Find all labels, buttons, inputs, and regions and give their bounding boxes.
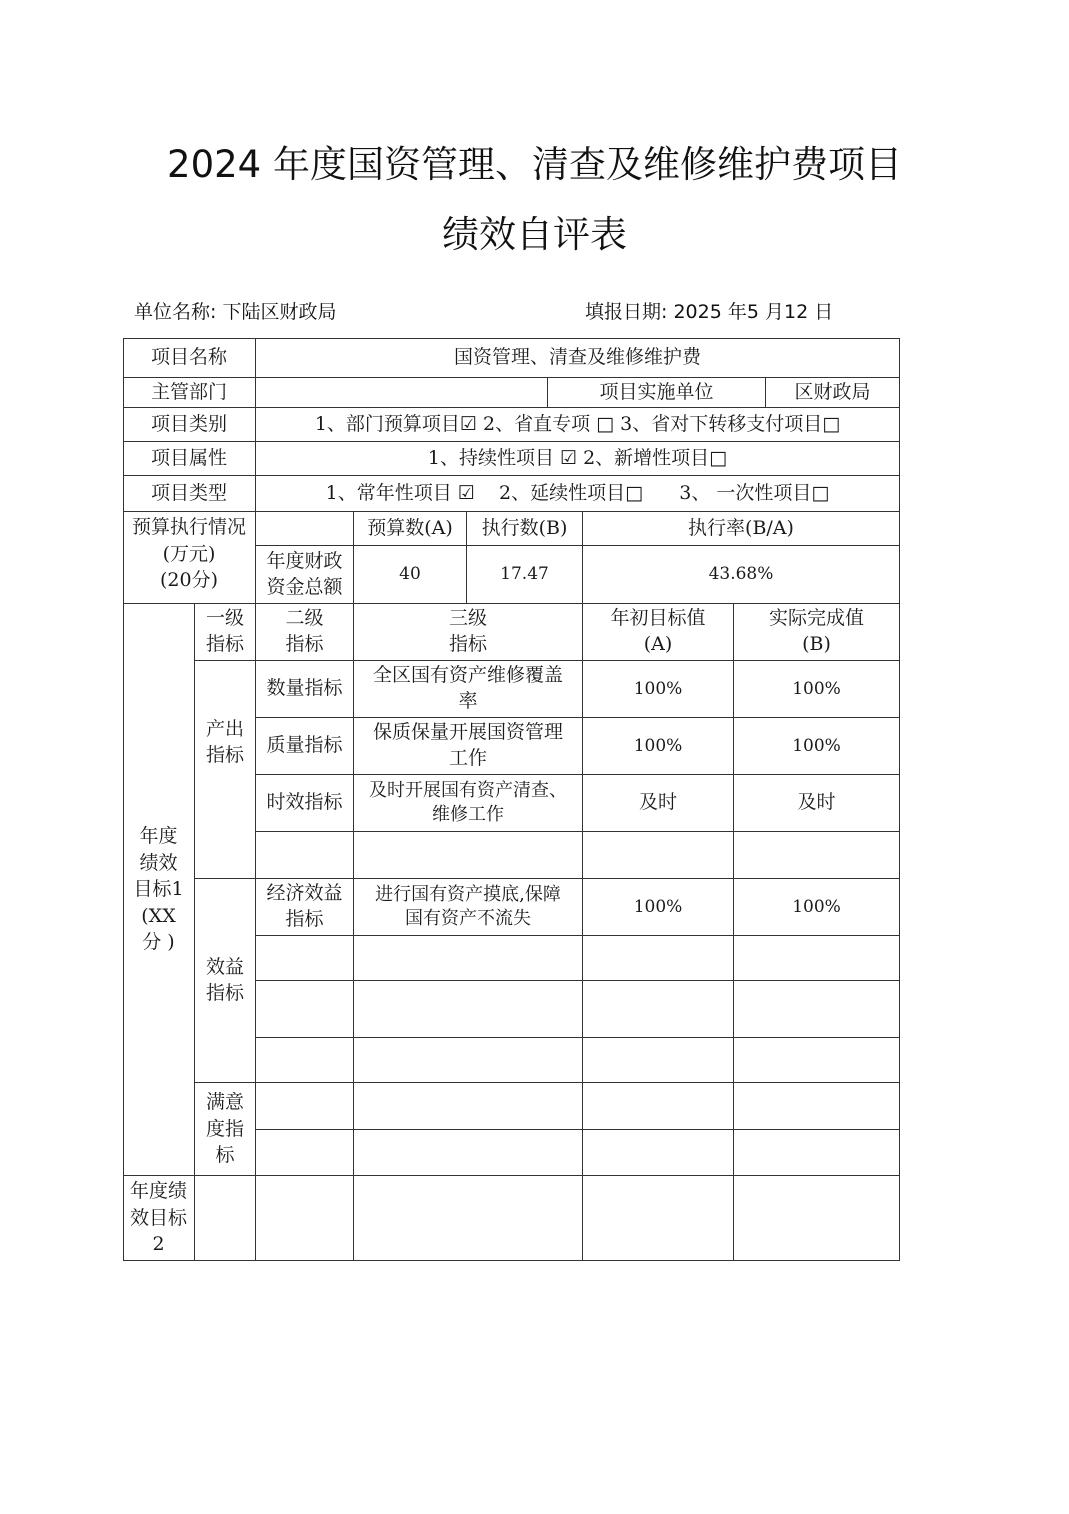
- empty-cell: [583, 1038, 734, 1083]
- category-label: 项目类别: [123, 408, 256, 442]
- page-subtitle: 绩效自评表: [442, 213, 627, 256]
- empty-cell: [583, 832, 734, 879]
- exec-value: 17.47: [467, 546, 583, 604]
- rate-value: 43.68%: [583, 546, 900, 604]
- budget-section-label: 预算执行情况 (万元) (20分): [123, 512, 256, 604]
- table-row-level3: 进行国有资产摸底,保障 国有资产不流失: [354, 879, 583, 936]
- table-row-level3: 保质保量开展国资管理 工作: [354, 718, 583, 775]
- empty-cell: [354, 936, 583, 981]
- empty-cell: [734, 1038, 900, 1083]
- project-name-label: 项目名称: [123, 338, 256, 378]
- header-actual: 实际完成值 (B): [734, 604, 900, 661]
- impl-unit-value: 区财政局: [766, 378, 900, 408]
- empty-cell: [583, 1083, 734, 1130]
- table-row-target: 100%: [583, 879, 734, 936]
- budget-row-label: 年度财政 资金总额: [256, 546, 354, 604]
- unit-name: [134, 297, 336, 324]
- table-row-level2: 时效指标: [256, 775, 354, 832]
- empty-cell: [256, 1083, 354, 1130]
- empty-cell: [256, 1176, 354, 1261]
- header-level3: 三级 指标: [354, 604, 583, 661]
- budget-header-exec: 执行数(B): [467, 512, 583, 546]
- empty-cell: [354, 1130, 583, 1176]
- empty-cell: [256, 1038, 354, 1083]
- table-row-target: 100%: [583, 718, 734, 775]
- empty-cell: [734, 1130, 900, 1176]
- satisfaction-indicator-label: 满意 度指 标: [195, 1083, 256, 1176]
- unit-name-value: 下陆区财政局: [222, 301, 337, 323]
- table-row-actual: 100%: [734, 661, 900, 718]
- goal1-label: 年度 绩效 目标1 (XX 分 ): [123, 604, 195, 1176]
- empty-cell: [354, 981, 583, 1038]
- empty-cell: [583, 936, 734, 981]
- unit-name-label: 单位名称:: [134, 301, 217, 323]
- attribute-label: 项目属性: [123, 442, 256, 476]
- budget-header-rate: 执行率(B/A): [583, 512, 900, 546]
- attribute-value: 1、持续性项目 ☑ 2、新增性项目□: [256, 442, 900, 476]
- empty-cell: [256, 936, 354, 981]
- empty-cell: [734, 936, 900, 981]
- table-row-level2: 质量指标: [256, 718, 354, 775]
- header-level1: 一级 指标: [195, 604, 256, 661]
- page-title: 2024 年度国资管理、清查及维修维护费项目: [167, 143, 902, 186]
- table-row-level2: 数量指标: [256, 661, 354, 718]
- type-value: 1、常年性项目 ☑ 2、延续性项目□ 3、 一次性项目□: [256, 476, 900, 512]
- empty-cell: [354, 1083, 583, 1130]
- empty-cell: [583, 981, 734, 1038]
- table-row-level3: 及时开展国有资产清查、 维修工作: [354, 775, 583, 832]
- table-row-level3: 全区国有资产维修覆盖 率: [354, 661, 583, 718]
- budget-value: 40: [354, 546, 467, 604]
- header-level2: 二级 指标: [256, 604, 354, 661]
- empty-cell: [256, 1130, 354, 1176]
- fill-date-label: 填报日期:: [585, 301, 668, 323]
- empty-cell: [734, 981, 900, 1038]
- empty-cell: [734, 832, 900, 879]
- category-value: 1、部门预算项目☑ 2、省直专项 □ 3、省对下转移支付项目□: [256, 408, 900, 442]
- table-row-actual: 100%: [734, 879, 900, 936]
- header-target: 年初目标值 (A): [583, 604, 734, 661]
- table-row-actual: 100%: [734, 718, 900, 775]
- goal2-label: 年度绩 效目标 2: [123, 1176, 195, 1261]
- empty-cell: [195, 1176, 256, 1261]
- empty-cell: [256, 832, 354, 879]
- type-label: 项目类型: [123, 476, 256, 512]
- dept-label: 主管部门: [123, 378, 256, 408]
- empty-cell: [734, 1083, 900, 1130]
- table-row-target: 及时: [583, 775, 734, 832]
- empty-cell: [583, 1176, 734, 1261]
- budget-header-blank: [256, 512, 354, 546]
- empty-cell: [256, 981, 354, 1038]
- empty-cell: [583, 1130, 734, 1176]
- empty-cell: [354, 1176, 583, 1261]
- table-row-target: 100%: [583, 661, 734, 718]
- empty-cell: [354, 1038, 583, 1083]
- dept-value: [256, 378, 548, 408]
- fill-date: [585, 297, 833, 324]
- table-row-actual: 及时: [734, 775, 900, 832]
- benefit-indicator-label: 效益 指标: [195, 879, 256, 1083]
- impl-unit-label: 项目实施单位: [548, 378, 766, 408]
- budget-header-budget: 预算数(A): [354, 512, 467, 546]
- project-name-value: 国资管理、清查及维修维护费: [256, 338, 900, 378]
- empty-cell: [734, 1176, 900, 1261]
- fill-date-value: 2025 年5 月12 日: [673, 301, 834, 323]
- empty-cell: [354, 832, 583, 879]
- table-row-level2: 经济效益 指标: [256, 879, 354, 936]
- output-indicator-label: 产出 指标: [195, 661, 256, 879]
